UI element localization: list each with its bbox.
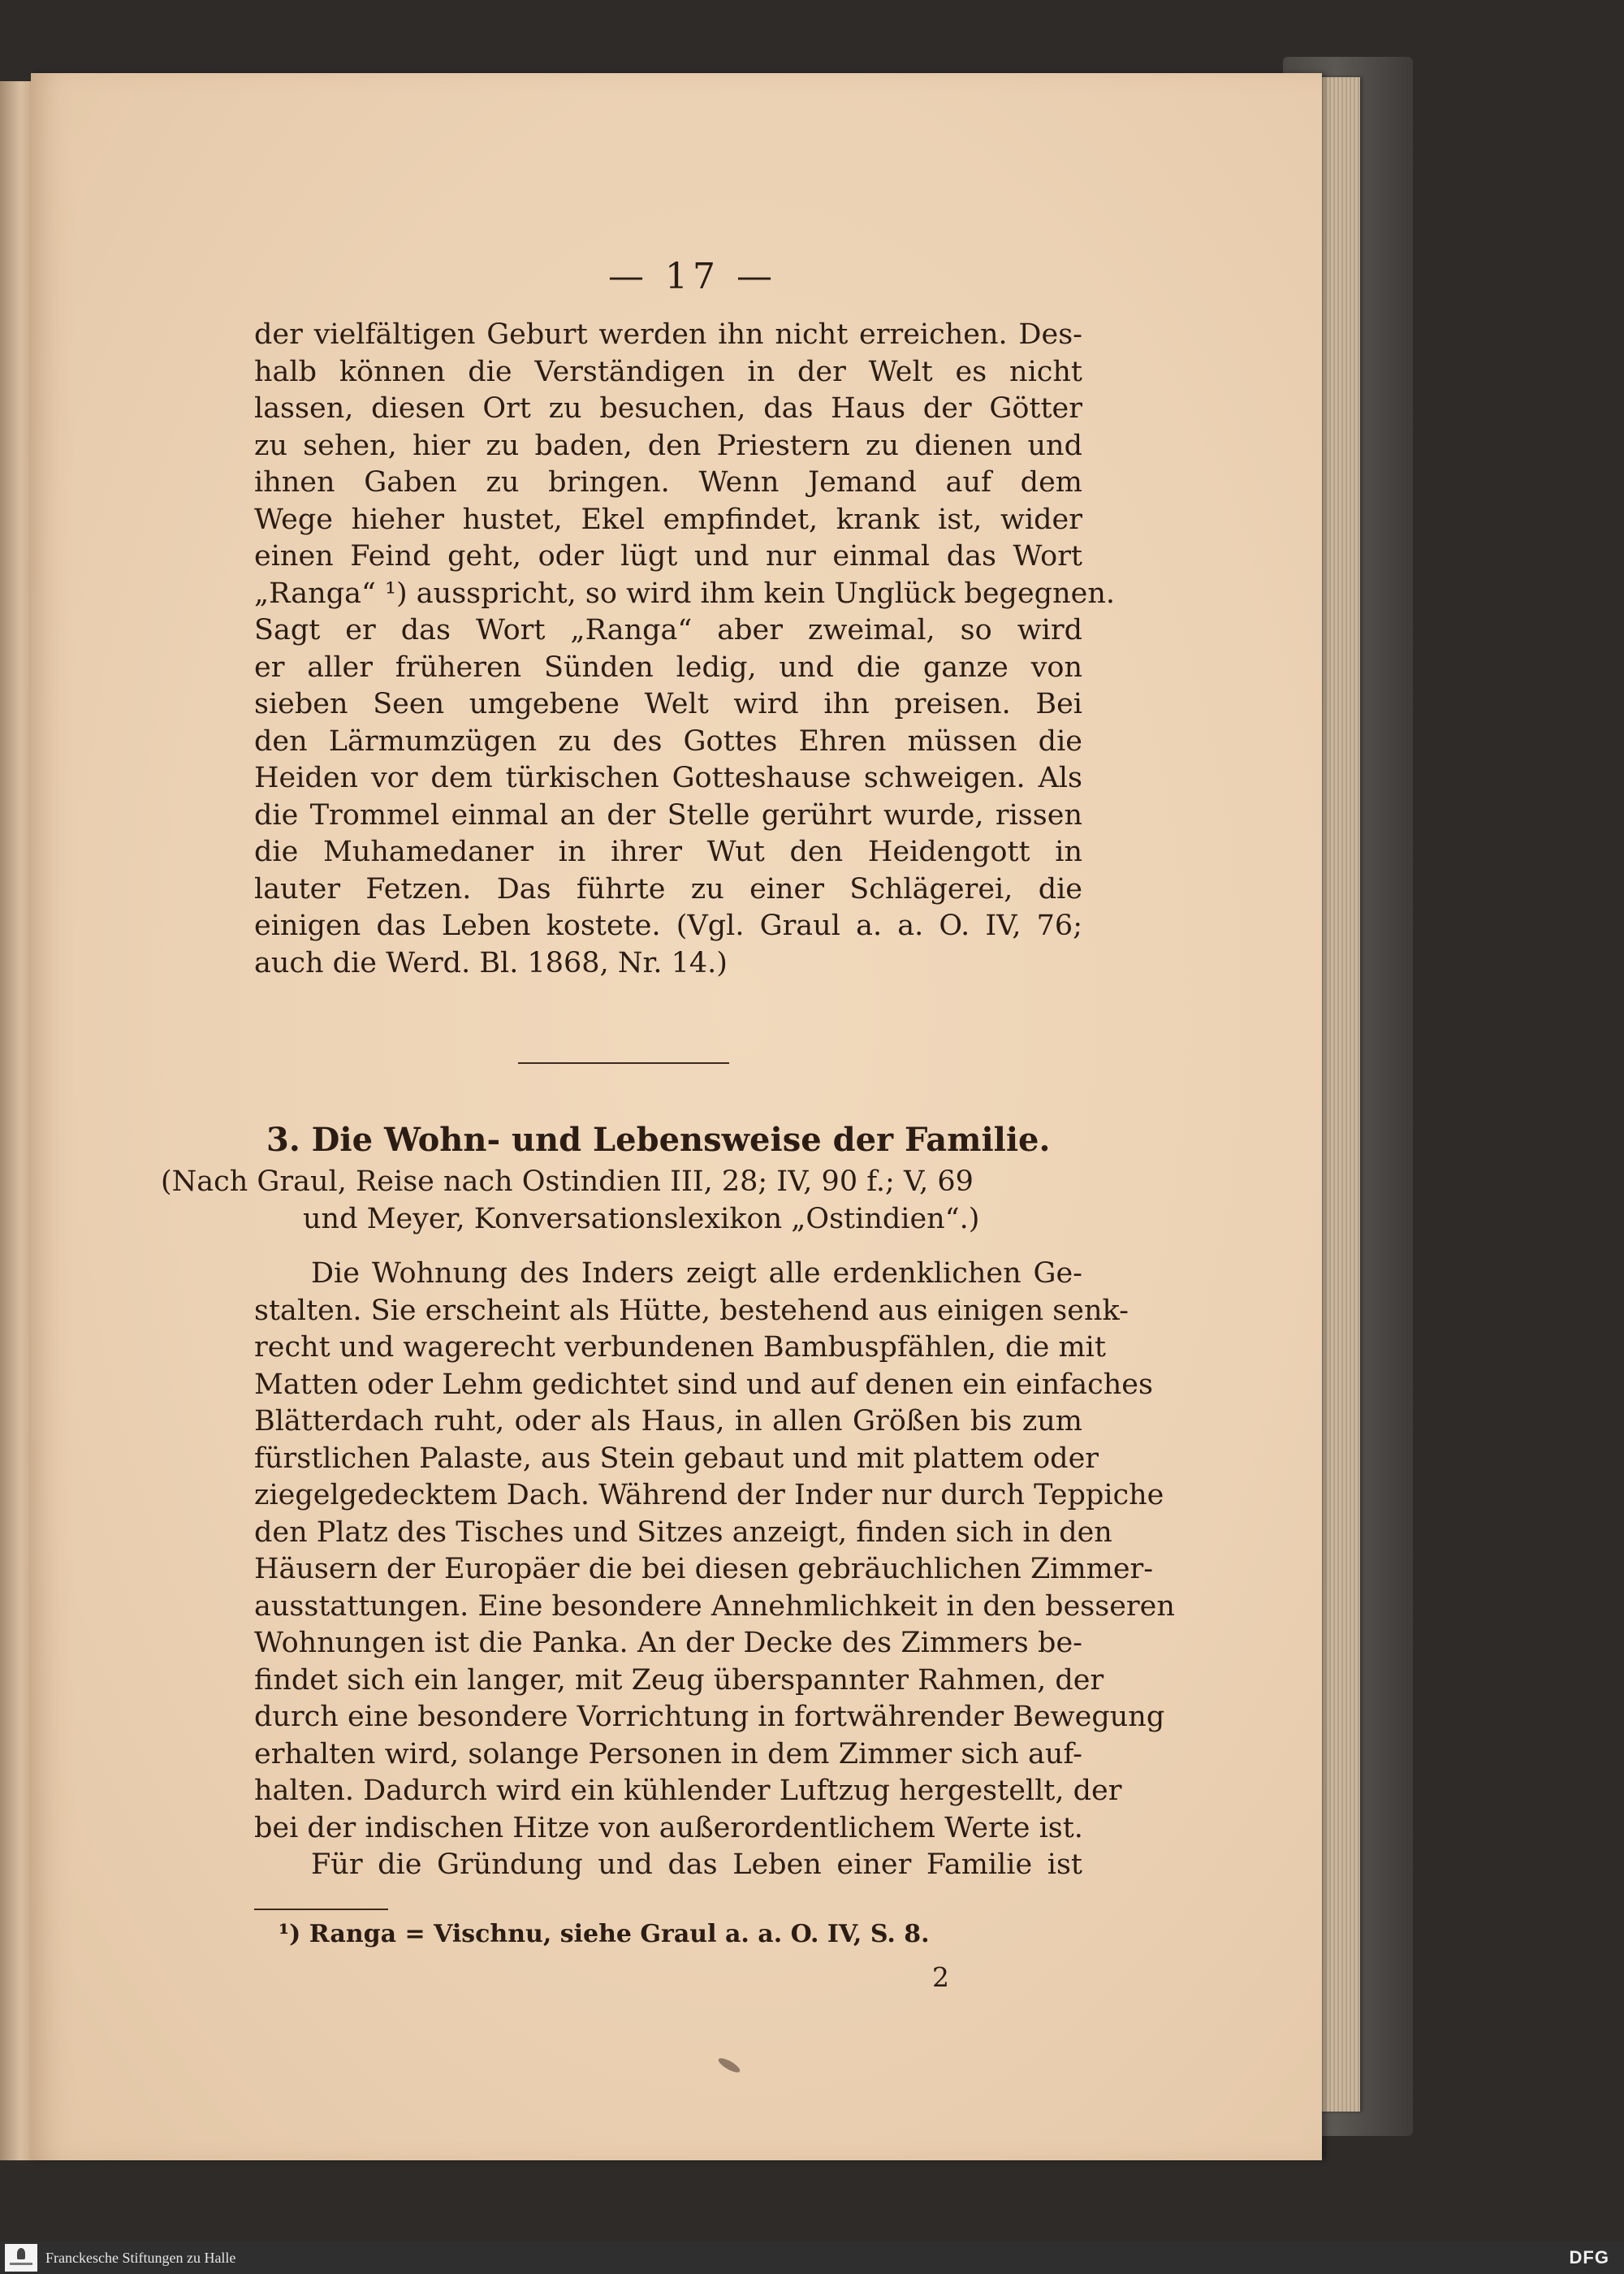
text-line: die Trommel einmal an der Stelle gerührt wurde, rissen bbox=[254, 798, 1082, 832]
text-line: Heiden vor dem türkischen Gotteshause schweigen. Als bbox=[254, 762, 1082, 794]
text-line: einigen das Leben kostete. (Vgl. Graul a. a. O. IV, 76; bbox=[254, 910, 1082, 942]
paragraph-1 bbox=[254, 317, 1115, 982]
text-line: durch eine besondere Vorrichtung in fortwährender Bewegung bbox=[254, 1701, 1165, 1733]
section-heading: 3. Die Wohn- und Lebensweise der Familie. bbox=[266, 1121, 1051, 1159]
source-line: (Nach Graul, Reise nach Ostindien III, 28; IV, 90 f.; V, 69 bbox=[161, 1165, 974, 1198]
text-line: ausstattungen. Eine besondere Annehmlichkeit in den besseren bbox=[254, 1589, 1175, 1623]
section-source-note bbox=[161, 1164, 1086, 1238]
text-line: auch die Werd. Bl. 1868, Nr. 14.) bbox=[254, 946, 728, 979]
text-line: Häusern der Europäer die bei diesen gebräuchlichen Zimmer- bbox=[254, 1553, 1154, 1585]
footer-institution[interactable] bbox=[0, 2244, 235, 2272]
paragraph-2 bbox=[254, 1256, 1175, 1884]
text-line: lauter Fetzen. Das führte zu einer Schlägerei, die bbox=[254, 872, 1082, 906]
text-line: Sagt er das Wort „Ranga“ aber zweimal, so wird bbox=[254, 614, 1082, 646]
text-line: ziegelgedecktem Dach. Während der Inder nur durch Teppiche bbox=[254, 1479, 1164, 1511]
book-page bbox=[31, 73, 1322, 2160]
text-line: bei der indischen Hitze von außerordentlichem Werte ist. bbox=[254, 1811, 1083, 1844]
text-line: der vielfältigen Geburt werden ihn nicht erreichen. Des- bbox=[254, 318, 1082, 351]
text-line: „Ranga“ ¹) ausspricht, so wird ihm kein Unglück begegnen. bbox=[254, 577, 1115, 610]
text-line: recht und wagerecht verbundenen Bambuspfählen, die mit bbox=[254, 1331, 1106, 1364]
text-line: findet sich ein langer, mit Zeug überspannter Rahmen, der bbox=[254, 1663, 1104, 1697]
source-line: und Meyer, Konversationslexikon „Ostindien“.) bbox=[303, 1202, 980, 1235]
text-line: Blätterdach ruht, oder als Haus, in allen Größen bis zum bbox=[254, 1405, 1082, 1437]
text-line: Matten oder Lehm gedichtet sind und auf denen ein einfaches bbox=[254, 1368, 1153, 1401]
footnote-rule bbox=[254, 1909, 388, 1910]
viewer-footer bbox=[0, 2242, 1624, 2274]
text-line: Für die Gründung und das Leben einer Familie ist bbox=[311, 1848, 1082, 1881]
text-line: halten. Dadurch wird ein kühlender Luftzug hergestellt, der bbox=[254, 1775, 1122, 1807]
text-line: ihnen Gaben zu bringen. Wenn Jemand auf dem bbox=[254, 466, 1082, 499]
signature-mark: 2 bbox=[932, 1961, 949, 1993]
seal-icon bbox=[5, 2244, 37, 2272]
left-page-edge bbox=[0, 81, 34, 2160]
text-line: den Platz des Tisches und Sitzes anzeigt, finden sich in den bbox=[254, 1515, 1112, 1549]
text-line: Die Wohnung des Inders zeigt alle erdenklichen Ge- bbox=[311, 1257, 1082, 1290]
text-line: er aller früheren Sünden ledig, und die ganze von bbox=[254, 651, 1082, 684]
text-line: zu sehen, hier zu baden, den Priestern zu dienen und bbox=[254, 429, 1082, 462]
text-line: stalten. Sie erscheint als Hütte, bestehend aus einigen senk- bbox=[254, 1294, 1129, 1327]
ink-smudge bbox=[717, 2056, 742, 2075]
institution-name: Franckesche Stiftungen zu Halle bbox=[45, 2249, 236, 2266]
text-line: fürstlichen Palaste, aus Stein gebaut und mit plattem oder bbox=[254, 1442, 1099, 1475]
section-divider bbox=[518, 1062, 729, 1064]
text-line: halb können die Verständigen in der Welt es nicht bbox=[254, 355, 1082, 388]
text-line: lassen, diesen Ort zu besuchen, das Haus der Götter bbox=[254, 392, 1082, 425]
text-line: sieben Seen umgebene Welt wird ihn preisen. Bei bbox=[254, 688, 1082, 720]
page-number: — 17 — bbox=[608, 256, 777, 297]
text-line: erhalten wird, solange Personen in dem Zimmer sich auf- bbox=[254, 1737, 1082, 1770]
footnote: ¹) Ranga = Vischnu, siehe Graul a. a. O. IV, S. 8. bbox=[279, 1920, 930, 1948]
text-line: den Lärmumzügen zu des Gottes Ehren müssen die bbox=[254, 724, 1082, 758]
text-line: die Muhamedaner in ihrer Wut den Heidengott in bbox=[254, 836, 1082, 868]
text-line: Wege hieher hustet, Ekel empfindet, krank ist, wider bbox=[254, 503, 1082, 536]
text-line: Wohnungen ist die Panka. An der Decke des Zimmers be- bbox=[254, 1627, 1082, 1659]
dfg-logo[interactable]: DFG bbox=[1569, 2247, 1609, 2268]
text-line: einen Feind geht, oder lügt und nur einmal das Wort bbox=[254, 540, 1082, 573]
